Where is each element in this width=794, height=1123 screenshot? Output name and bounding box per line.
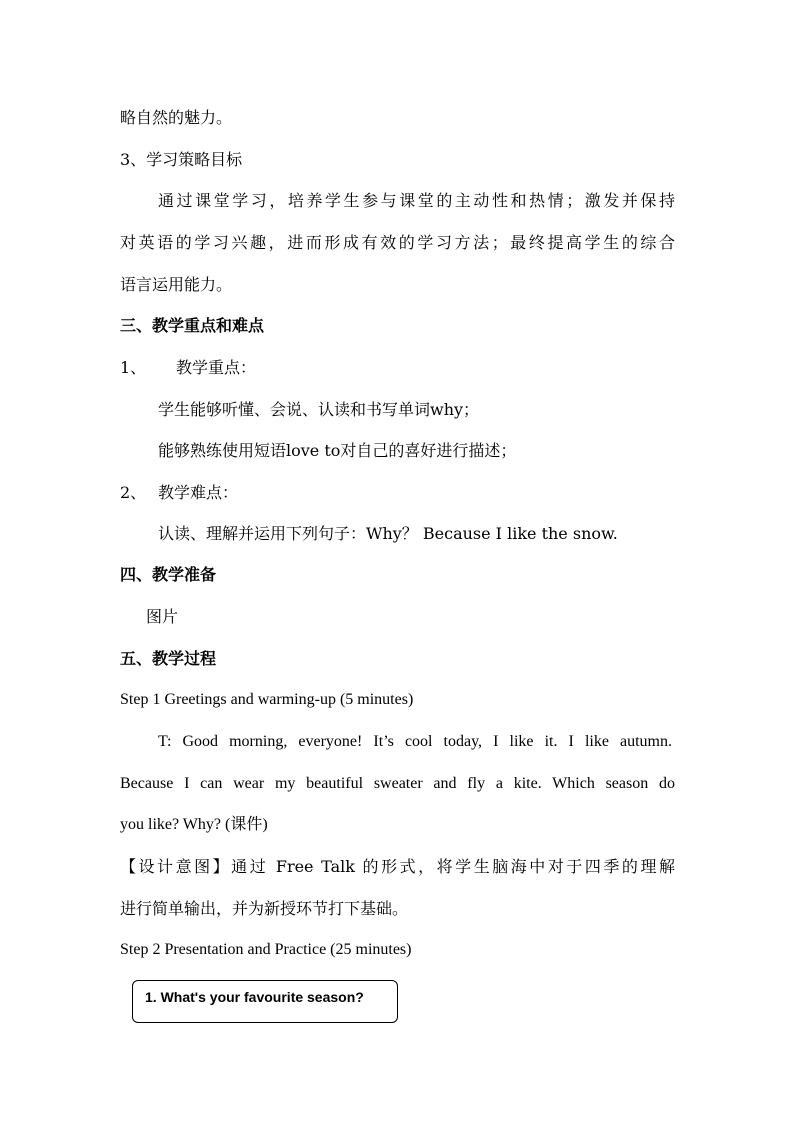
paragraph-line: 进行简单输出，并为新授环节打下基础。 [120, 899, 409, 918]
paragraph-line: you like? Why? (课件) [120, 816, 268, 833]
design-intent-line: 【设计意图】通过 Free Talk 的形式，将学生脑海中对于四季的理解 [120, 857, 675, 876]
paragraph-line: 认读、理解并运用下列句子：Why？ Because I like the snow. [158, 524, 618, 543]
question-callout-box [132, 980, 398, 1023]
list-number: 2、 [120, 483, 147, 502]
list-number: 1、 [120, 358, 147, 377]
paragraph-line: 学生能够听懂、会说、认读和书写单词why； [158, 400, 480, 419]
paragraph-line: 能够熟练使用短语love to对自己的喜好进行描述； [158, 441, 517, 460]
callout-text: 1. What's your favourite season? [145, 989, 364, 1005]
section-heading-key-points: 三、教学重点和难点 [120, 316, 265, 335]
paragraph-line: 对英语的学习兴趣，进而形成有效的学习方法；最终提高学生的综合 [120, 233, 675, 252]
paragraph-line: T: Good morning, everyone! It’s cool today, I like it. I like autumn. [158, 733, 672, 750]
list-label: 教学难点： [158, 483, 239, 502]
paragraph-line: 通过课堂学习，培养学生参与课堂的主动性和热情；激发并保持 [158, 191, 675, 210]
list-label: 教学重点： [176, 358, 257, 377]
paragraph-line: 图片 [146, 607, 179, 626]
step-heading: Step 2 Presentation and Practice (25 minutes) [120, 941, 412, 958]
subheading-learning-strategy: 3、学习策略目标 [120, 150, 243, 169]
section-heading-preparation: 四、教学准备 [120, 565, 217, 584]
list-item-difficulty [120, 483, 238, 503]
list-item-key-point [120, 358, 256, 378]
section-heading-process: 五、教学过程 [120, 649, 217, 668]
paragraph-line: 语言运用能力。 [120, 275, 233, 294]
step-heading: Step 1 Greetings and warming-up (5 minutes) [120, 691, 414, 708]
paragraph-line: Because I can wear my beautiful sweater and fly a kite. Which season do [120, 775, 675, 792]
paragraph-line: 略自然的魅力。 [120, 108, 233, 127]
